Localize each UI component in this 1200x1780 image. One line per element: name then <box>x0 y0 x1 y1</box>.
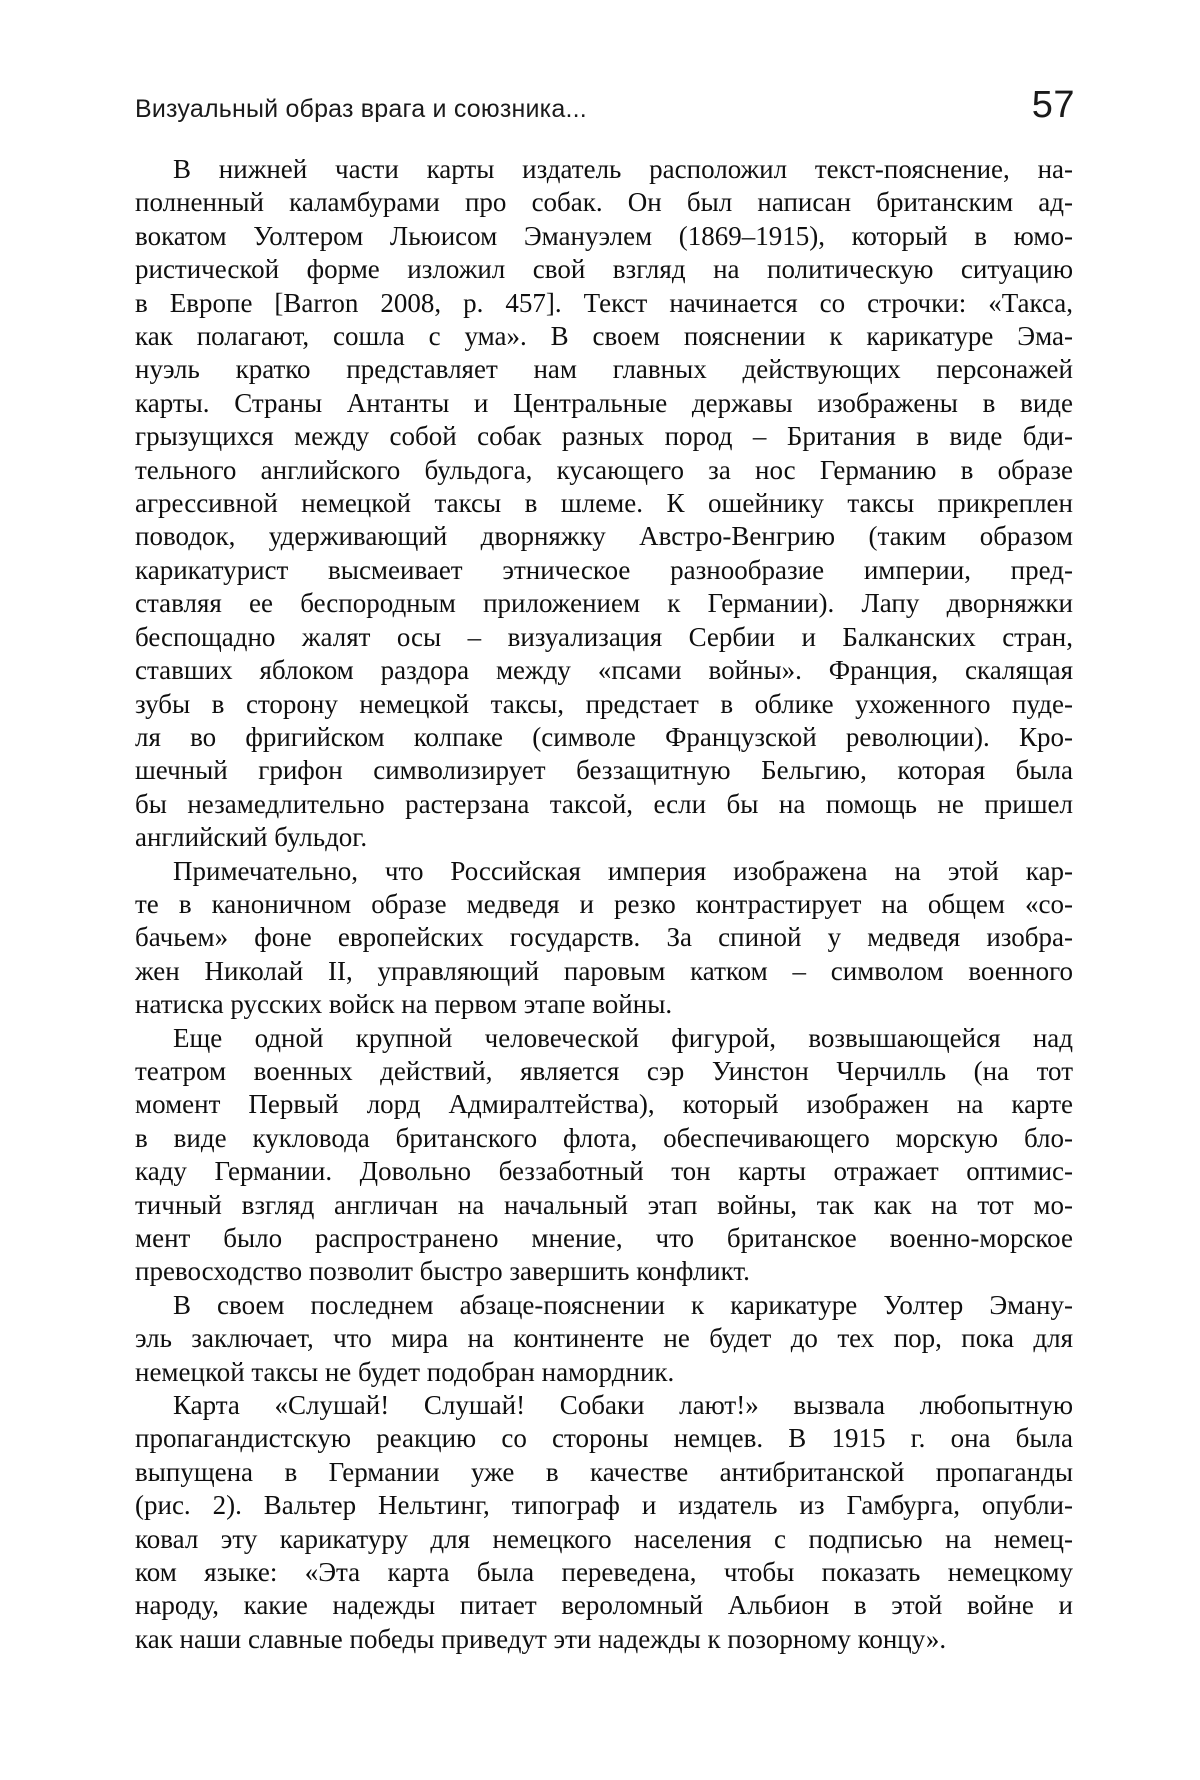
paragraph <box>135 1022 1073 1289</box>
text-line: беспощадно жалят осы – визуализация Сербии и Балканских стран, <box>135 621 1073 652</box>
paragraph <box>135 1389 1073 1656</box>
text-line: момент Первый лорд Адмиралтейства), который изображен на карте <box>135 1089 1073 1120</box>
text-line: как наши славные победы приведут эти надежды к позорному концу». <box>135 1623 947 1654</box>
paragraph <box>135 1289 1073 1389</box>
text-line: Еще одной крупной человеческой фигурой, возвышающейся над <box>173 1022 1073 1053</box>
text-line: народу, какие надежды питает вероломный Альбион в этой войне и <box>135 1590 1073 1621</box>
text-line: Карта «Слушай! Слушай! Собаки лают!» вызвала любопытную <box>173 1390 1073 1421</box>
text-line: бачьем» фоне европейских государств. За спиной у медведя изобра- <box>135 922 1073 953</box>
text-line: нуэль кратко представляет нам главных действующих персонажей <box>135 354 1073 385</box>
text-line: (рис. 2). Вальтер Нельтинг, типограф и издатель из Гамбурга, опубли- <box>135 1490 1073 1521</box>
text-line: грызущихся между собой собак разных пород – Британия в виде бди- <box>135 421 1073 452</box>
text-line: В нижней части карты издатель расположил текст-пояснение, на- <box>173 154 1073 184</box>
text-line: эль заключает, что мира на континенте не будет до тех пор, пока для <box>135 1323 1073 1354</box>
text-line: каду Германии. Довольно беззаботный тон карты отражает оптимис- <box>135 1156 1073 1187</box>
text-line: карикатурист высмеивает этническое разнообразие империи, пред- <box>135 554 1073 585</box>
text-line: в Европе [Barron 2008, p. 457]. Текст начинается со строчки: «Такса, <box>135 287 1073 318</box>
text-line: ставляя ее беспородным приложением к Германии). Лапу дворняжки <box>135 588 1073 619</box>
text-line: полненный каламбурами про собак. Он был написан британским ад- <box>135 187 1073 218</box>
text-line: агрессивной немецкой таксы в шлеме. К ошейнику таксы прикреплен <box>135 488 1073 519</box>
text-line: В своем последнем абзаце-пояснении к карикатуре Уолтер Эману- <box>173 1289 1073 1320</box>
text-line: ком языке: «Эта карта была переведена, чтобы показать немецкому <box>135 1557 1073 1588</box>
paragraph <box>135 855 1073 1022</box>
text-line: шечный грифон символизирует беззащитную Бельгию, которая была <box>135 755 1073 786</box>
paragraph <box>135 153 1073 855</box>
running-title: Визуальный образ врага и союзника... <box>135 95 587 123</box>
text-line: Примечательно, что Российская империя изображена на этой кар- <box>173 855 1073 886</box>
text-line: бы незамедлительно растерзана таксой, если бы на помощь не пришел <box>135 788 1073 819</box>
text-line: театром военных действий, является сэр Уинстон Черчилль (на тот <box>135 1055 1073 1086</box>
text-line: натиска русских войск на первом этапе войны. <box>135 989 673 1020</box>
page-number: 57 <box>1031 84 1075 126</box>
text-line: как полагают, сошла с ума». В своем пояснении к карикатуре Эма- <box>135 321 1073 352</box>
text-line: ставших яблоком раздора между «псами войны». Франция, скалящая <box>135 655 1073 686</box>
page-header <box>135 84 1075 127</box>
text-line: тельного английского бульдога, кусающего за нос Германию в образе <box>135 454 1073 485</box>
text-line: поводок, удерживающий дворняжку Австро-Венгрию (таким образом <box>135 521 1073 552</box>
text-line: немецкой таксы не будет подобран намордник. <box>135 1356 675 1387</box>
body-text <box>135 153 1073 1656</box>
text-line: ристической форме изложил свой взгляд на политическую ситуацию <box>135 254 1073 285</box>
text-line: вокатом Уолтером Льюисом Эмануэлем (1869–1915), который в юмо- <box>135 220 1073 251</box>
text-line: тичный взгляд англичан на начальный этап войны, так как на тот мо- <box>135 1189 1073 1220</box>
text-line: превосходство позволит быстро завершить конфликт. <box>135 1256 750 1287</box>
text-line: в виде кукловода британского флота, обеспечивающего морскую бло- <box>135 1122 1073 1153</box>
text-line: зубы в сторону немецкой таксы, предстает в облике ухоженного пуде- <box>135 688 1073 719</box>
text-line: выпущена в Германии уже в качестве антибританской пропаганды <box>135 1456 1073 1487</box>
text-line: ковал эту карикатуру для немецкого населения с подписью на немец- <box>135 1523 1073 1554</box>
text-line: английский бульдог. <box>135 822 368 853</box>
text-line: ля во фригийском колпаке (символе Французской революции). Кро- <box>135 721 1073 752</box>
text-line: мент было распространено мнение, что британское военно-морское <box>135 1223 1073 1253</box>
text-line: пропагандистскую реакцию со стороны немцев. В 1915 г. она была <box>135 1423 1073 1454</box>
text-line: карты. Страны Антанты и Центральные державы изображены в виде <box>135 387 1073 418</box>
text-line: жен Николай II, управляющий паровым катком – символом военного <box>135 955 1073 986</box>
text-line: те в каноничном образе медведя и резко контрастирует на общем «со- <box>135 888 1073 919</box>
